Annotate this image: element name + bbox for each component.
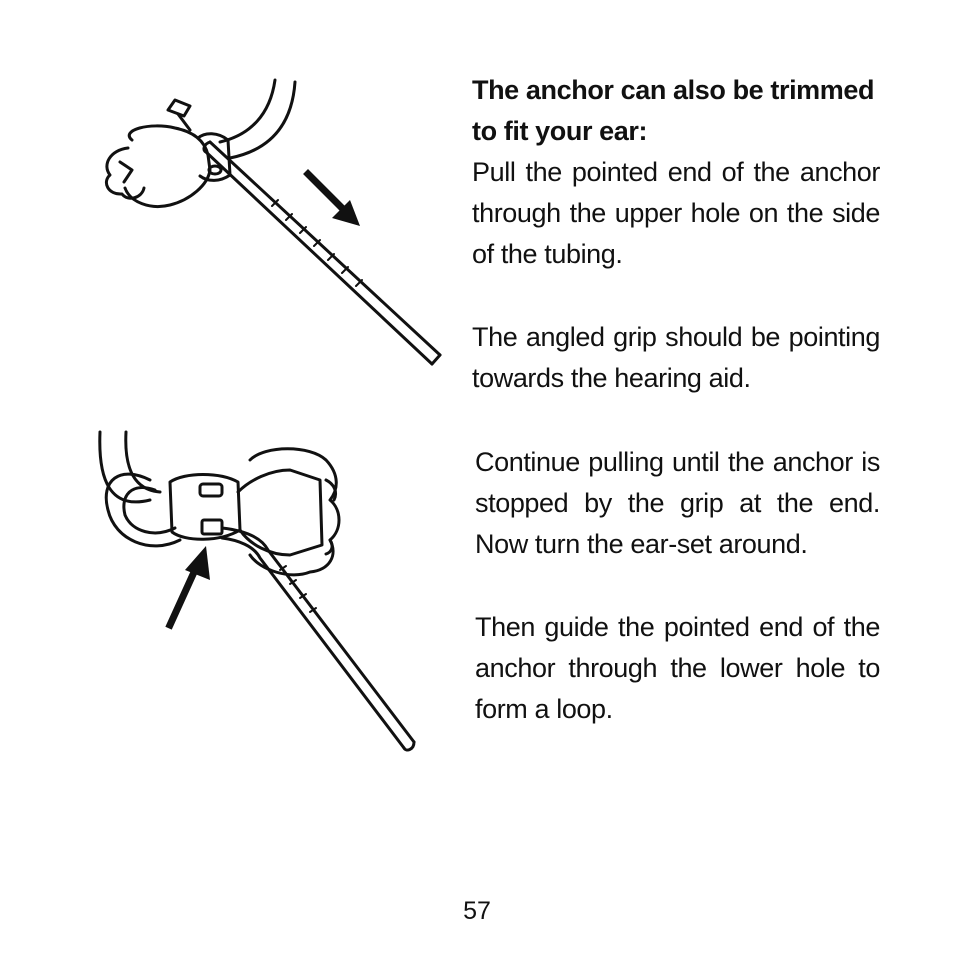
instruction-block-bottom — [475, 442, 880, 730]
section-heading: The anchor can also be trimmed to fit your ear: — [472, 75, 875, 146]
anchor-lower-hole-illustration — [90, 420, 440, 760]
instruction-step-1: Pull the pointed end of the anchor through the upper hole on the side of the tubing. — [472, 157, 880, 269]
page-number: 57 — [463, 897, 491, 925]
anchor-upper-hole-illustration — [80, 70, 450, 380]
direction-arrow-icon — [308, 174, 360, 226]
instruction-step-2: The angled grip should be pointing towards the hearing aid. — [472, 322, 880, 393]
instruction-block-top — [472, 70, 880, 399]
instruction-step-3: Continue pulling until the anchor is stopped by the grip at the end. Now turn the ear-set around. — [475, 447, 880, 559]
direction-arrow-icon — [170, 546, 210, 625]
instruction-step-4: Then guide the pointed end of the anchor through the lower hole to form a loop. — [475, 612, 880, 724]
